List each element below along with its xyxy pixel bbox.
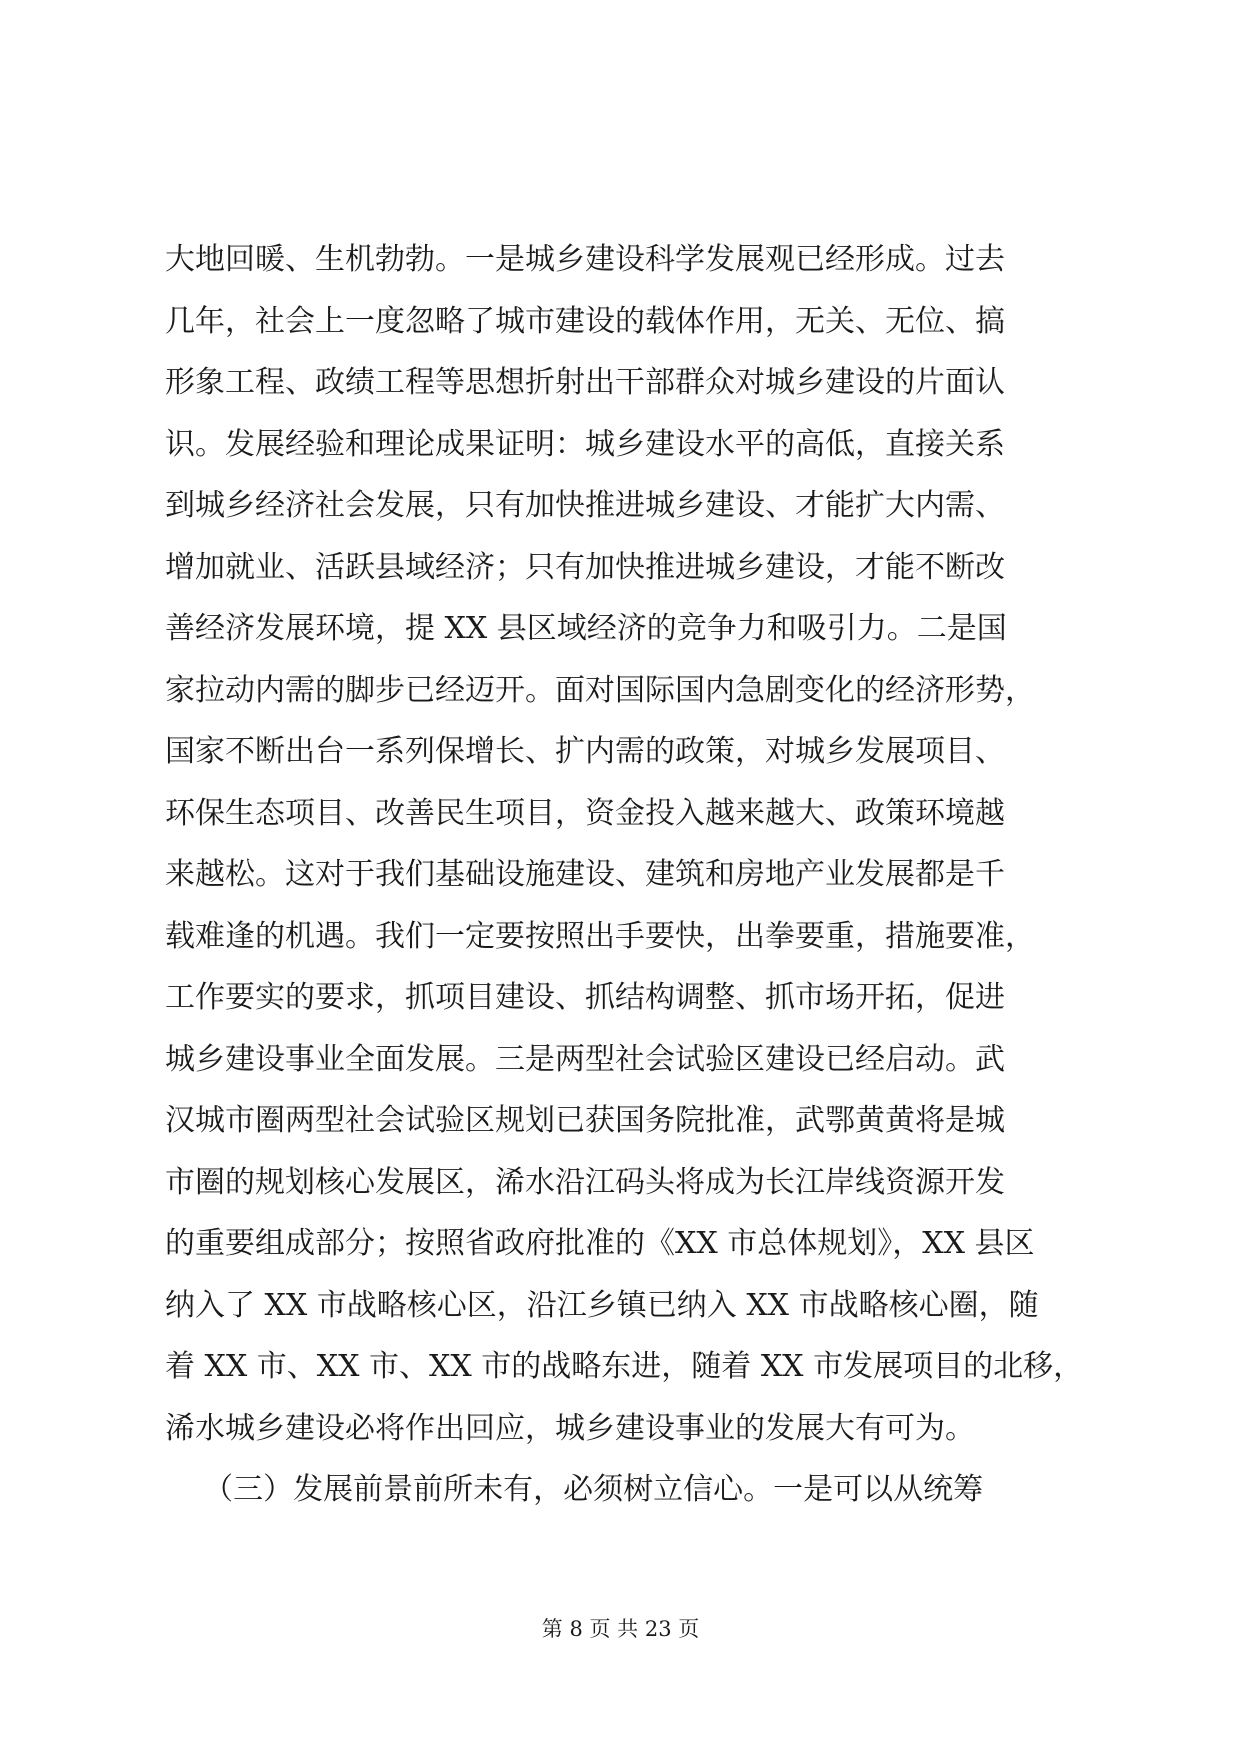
text-line: 到城乡经济社会发展，只有加快推进城乡建设、才能扩大内需、 bbox=[165, 488, 1005, 523]
text-line: 的重要组成部分；按照省政府批准的《XX 市总体规划》，XX 县区 bbox=[165, 1226, 1035, 1261]
text-line: 增加就业、活跃县域经济；只有加快推进城乡建设，才能不断改 bbox=[165, 549, 1005, 585]
text-line: 汉城市圈两型社会试验区规划已获国务院批准，武鄂黄黄将是城 bbox=[165, 1103, 1005, 1138]
text-line: 浠水城乡建设必将作出回应，城乡建设事业的发展大有可为。 bbox=[165, 1410, 975, 1446]
section-heading-line: （三）发展前景前所未有，必须树立信心。一是可以从统筹 bbox=[165, 1472, 984, 1507]
text-line: 环保生态项目、改善民生项目，资金投入越来越大、政策环境越 bbox=[165, 795, 1005, 831]
text-line: 着 XX 市、XX 市、XX 市的战略东进，随着 XX 市发展项目的北移， bbox=[165, 1349, 1084, 1384]
text-line: 形象工程、政绩工程等思想折射出干部群众对城乡建设的片面认 bbox=[165, 365, 1005, 400]
text-line: 工作要实的要求，抓项目建设、抓结构调整、抓市场开拓，促进 bbox=[165, 980, 1005, 1015]
text-line: 家拉动内需的脚步已经迈开。面对国际国内急剧变化的经济形势， bbox=[165, 672, 1035, 708]
text-line: 城乡建设事业全面发展。三是两型社会试验区建设已经启动。武 bbox=[165, 1041, 1005, 1077]
text-line: 纳入了 XX 市战略核心区，沿江乡镇已纳入 XX 市战略核心圈，随 bbox=[165, 1287, 1039, 1323]
document-body bbox=[165, 229, 1085, 1521]
text-line: 载难逢的机遇。我们一定要按照出手要快，出拳要重，措施要准， bbox=[165, 918, 1035, 954]
text-line: 识。发展经验和理论成果证明：城乡建设水平的高低，直接关系 bbox=[165, 426, 1005, 462]
text-line: 善经济发展环境，提 XX 县区域经济的竞争力和吸引力。二是国 bbox=[165, 611, 1007, 646]
text-line: 几年，社会上一度忽略了城市建设的载体作用，无关、无位、搞 bbox=[165, 303, 1005, 339]
text-line: 市圈的规划核心发展区，浠水沿江码头将成为长江岸线资源开发 bbox=[165, 1164, 1005, 1200]
text-line: 国家不断出台一系列保增长、扩内需的政策，对城乡发展项目、 bbox=[165, 734, 1005, 769]
text-line: 大地回暖、生机勃勃。一是城乡建设科学发展观已经形成。过去 bbox=[165, 242, 1005, 277]
page-number-footer: 第 8 页 共 23 页 bbox=[541, 1617, 700, 1641]
text-line: 来越松。这对于我们基础设施建设、建筑和房地产业发展都是千 bbox=[165, 857, 1005, 892]
